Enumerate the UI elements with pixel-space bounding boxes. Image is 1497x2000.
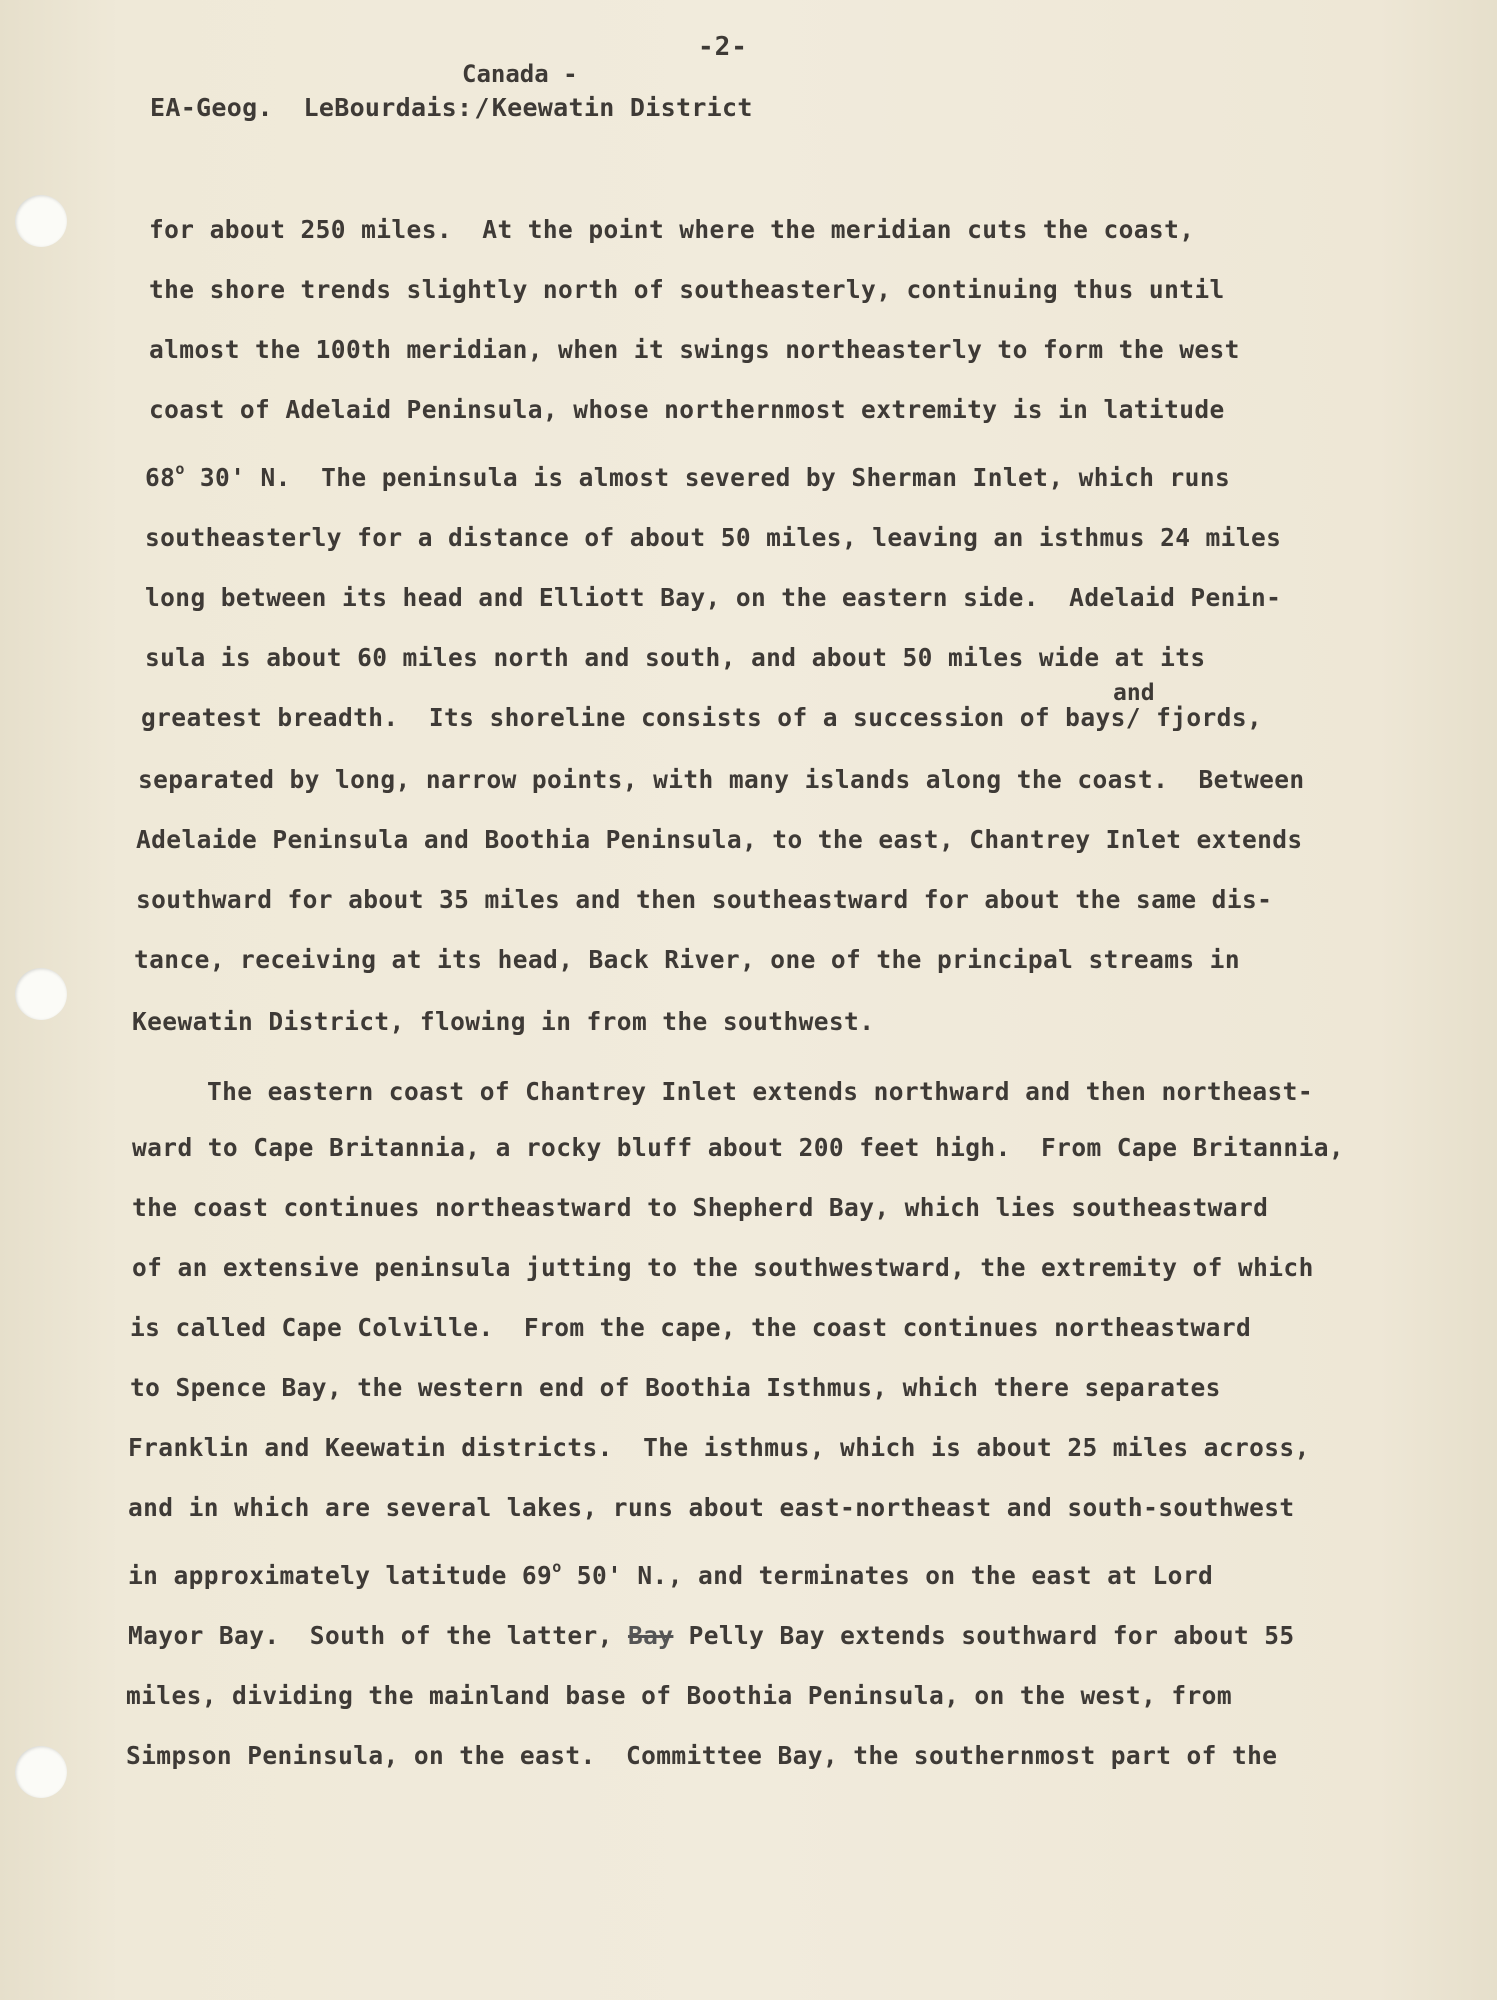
text-line: in approximately latitude 69$^o$ 50' N., and terminates on the east at Lord — [128, 1558, 1214, 1590]
text-line: southward for about 35 miles and then southeastward for about the same dis- — [136, 885, 1273, 914]
text-line: miles, dividing the mainland base of Boothia Peninsula, on the west, from — [126, 1681, 1232, 1710]
page-number: -2- — [698, 32, 748, 62]
text-line: greatest breadth. Its shoreline consists of a succession of bays/ fjords, — [141, 703, 1263, 732]
text-line: Simpson Peninsula, on the east. Committee Bay, the southernmost part of the — [126, 1741, 1278, 1770]
struck-out-word: Bay — [627, 1621, 674, 1650]
header-author: LeBourdais: — [303, 93, 473, 122]
text-line: The eastern coast of Chantrey Inlet extends northward and then northeast- — [207, 1077, 1313, 1106]
degree-sign: o — [552, 1558, 562, 1576]
text-line: Franklin and Keewatin districts. The isthmus, which is about 25 miles across, — [128, 1433, 1310, 1462]
text-line: Mayor Bay. South of the latter, Bay Pelly Bay extends southward for about 55 — [128, 1621, 1295, 1650]
text-line: for about 250 miles. At the point where the meridian cuts the coast, — [149, 215, 1195, 244]
text-line: coast of Adelaid Peninsula, whose northernmost extremity is in latitude — [149, 395, 1225, 424]
text-line: long between its head and Elliott Bay, on the eastern side. Adelaid Penin- — [145, 583, 1282, 612]
text-line: separated by long, narrow points, with many islands along the coast. Between — [138, 765, 1305, 794]
text-line: the shore trends slightly north of southeasterly, continuing thus until — [149, 275, 1225, 304]
header-course-code: EA-Geog. — [150, 93, 273, 122]
page-header — [150, 93, 753, 122]
text-line: Keewatin District, flowing in from the southwest. — [132, 1007, 875, 1036]
header-insertion: Canada - — [462, 60, 578, 88]
text-line: of an extensive peninsula jutting to the southwestward, the extremity of which — [132, 1253, 1314, 1282]
text-line: is called Cape Colville. From the cape, the coast continues northeastward — [130, 1313, 1252, 1342]
text-line: to Spence Bay, the western end of Boothia Isthmus, which there separates — [130, 1373, 1221, 1402]
punch-hole — [15, 195, 67, 247]
degree-sign: o — [175, 460, 185, 478]
text-line: tance, receiving at its head, Back River, one of the principal streams in — [134, 945, 1240, 974]
text-line: ward to Cape Britannia, a rocky bluff about 200 feet high. From Cape Britannia, — [132, 1133, 1345, 1162]
text-line: almost the 100th meridian, when it swings northeasterly to form the west — [149, 335, 1240, 364]
text-line: 68$^o$ 30' N. The peninsula is almost severed by Sherman Inlet, which runs — [145, 460, 1231, 492]
insertion-mark: / — [474, 93, 490, 122]
text-line: sula is about 60 miles north and south, and about 50 miles wide at its — [145, 643, 1206, 672]
text-line: and in which are several lakes, runs about east-northeast and south-southwest — [128, 1493, 1295, 1522]
text-line: the coast continues northeastward to Shepherd Bay, which lies southeastward — [132, 1193, 1269, 1222]
interlinear-insertion: and — [1113, 680, 1155, 706]
punch-hole — [15, 1746, 67, 1798]
text-line: southeasterly for a distance of about 50 miles, leaving an isthmus 24 miles — [145, 523, 1282, 552]
text-line: Adelaide Peninsula and Boothia Peninsula, to the east, Chantrey Inlet extends — [136, 825, 1303, 854]
insertion-mark: / — [1125, 703, 1141, 732]
header-title: Keewatin District — [491, 93, 753, 122]
punch-hole — [15, 968, 67, 1020]
